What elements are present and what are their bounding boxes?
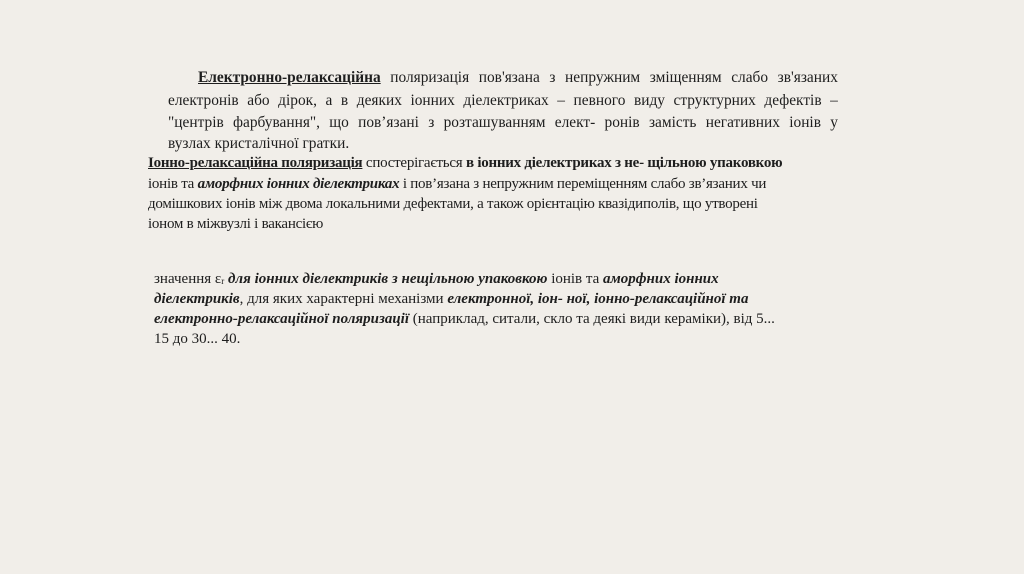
- para1-l3-word: у: [830, 114, 838, 131]
- para3-l4-text: 15 до 30... 40.: [154, 331, 241, 347]
- para1-line1: [168, 67, 838, 89]
- para1-l2-word: а: [325, 92, 333, 109]
- para1-l3-word: ронів: [604, 114, 640, 131]
- para1-l3-word: розташуванням: [443, 114, 546, 131]
- para1-l2-word: діелектриках: [463, 92, 549, 109]
- para3-l1-text-a: значення ε: [154, 271, 222, 287]
- para1-l2-word: деяких: [356, 92, 402, 109]
- para2-l1-text: спостерігається: [362, 155, 466, 171]
- para1-l2-word: або: [247, 92, 270, 109]
- para2-line2: [148, 173, 766, 195]
- para2-line1: [148, 152, 782, 174]
- para1-l3-word: елект-: [554, 114, 596, 131]
- para1-l3-word: іонів: [789, 114, 821, 131]
- para3-l3-emph: електронно-релаксаційної поляризації: [154, 311, 410, 327]
- para3-line4: [154, 328, 240, 350]
- para1-l3-word: пов’язані: [358, 114, 419, 131]
- para1-l2-word: іонних: [410, 92, 455, 109]
- para1-line2: [168, 90, 838, 112]
- para3-l1-text-b: іонів та: [547, 271, 604, 287]
- para2-line3: [148, 193, 758, 215]
- para3-l1-emph2: аморфних іонних: [603, 271, 719, 287]
- para2-l4-text: іоном в міжвузлі і вакансією: [148, 216, 324, 232]
- para1-l1-word: непружним: [565, 69, 641, 86]
- para3-l3-text: (наприклад, ситали, скло та деякі види кераміки), від 5...: [409, 311, 775, 327]
- para1-term: Електронно-релаксаційна: [198, 69, 381, 86]
- para1-l3-word: негативних: [705, 114, 780, 131]
- para1-l2-word: певного: [573, 92, 626, 109]
- para2-l2-text-a: іонів та: [148, 176, 198, 192]
- para1-l1-word: зв'язаних: [777, 69, 838, 86]
- para1-l2-word: структурних: [673, 92, 756, 109]
- para1-line3: [168, 112, 838, 134]
- para1-l2-word: –: [557, 92, 565, 109]
- para1-l1-word: слабо: [731, 69, 769, 86]
- para1-l2-word: електронів: [168, 92, 239, 109]
- para3-l2-text: , для яких характерні механізми: [239, 291, 448, 307]
- para2-l2-text-b: і пов’язана з непружним переміщенням слабо зв’язаних чи: [399, 176, 767, 192]
- para3-line3: [154, 308, 775, 330]
- para1-line4-text: вузлах кристалічної гратки.: [168, 135, 350, 152]
- para1-l2-word: в: [340, 92, 349, 109]
- para1-l3-word: що: [329, 114, 349, 131]
- para3-l2-emph2: електронної, іон- ної, іонно-релаксаційної та: [447, 291, 749, 307]
- para1-l1-word: пов'язана: [478, 69, 540, 86]
- para3-l2-emph: діелектриків: [154, 291, 240, 307]
- para1-l1-word: з: [549, 69, 556, 86]
- para2-l2-emph: аморфних іонних діелектриках: [197, 176, 400, 192]
- para1-l2-word: виду: [633, 92, 665, 109]
- para2-term: Іонно-релаксаційна поляризація: [148, 155, 363, 171]
- para1-l1-word: поляризація: [390, 69, 470, 86]
- para1-l3-word: замість: [648, 114, 697, 131]
- para1-l2-word: дірок,: [278, 92, 317, 109]
- para1-l3-word: "центрів: [168, 114, 224, 131]
- para2-l1-bold: в іонних діелектриках з не- щільною упаковкою: [465, 155, 783, 171]
- para1-l1-word: зміщенням: [649, 69, 722, 86]
- para1-l3-word: фарбування",: [233, 114, 321, 131]
- para2-l3-text: домішкових іонів між двома локальними дефектами, а також орієнтацію квазідиполів, що утворені: [148, 196, 758, 212]
- para3-l1-emph: для іонних діелектриків з нещільною упаковкою: [224, 271, 548, 287]
- para1-l2-word: –: [830, 92, 838, 109]
- para2-line4: [148, 213, 323, 235]
- para1-l3-word: з: [428, 114, 435, 131]
- para3-line2: [154, 288, 748, 310]
- para1-l2-word: дефектів: [764, 92, 822, 109]
- epsilon-subscript: r: [221, 276, 225, 286]
